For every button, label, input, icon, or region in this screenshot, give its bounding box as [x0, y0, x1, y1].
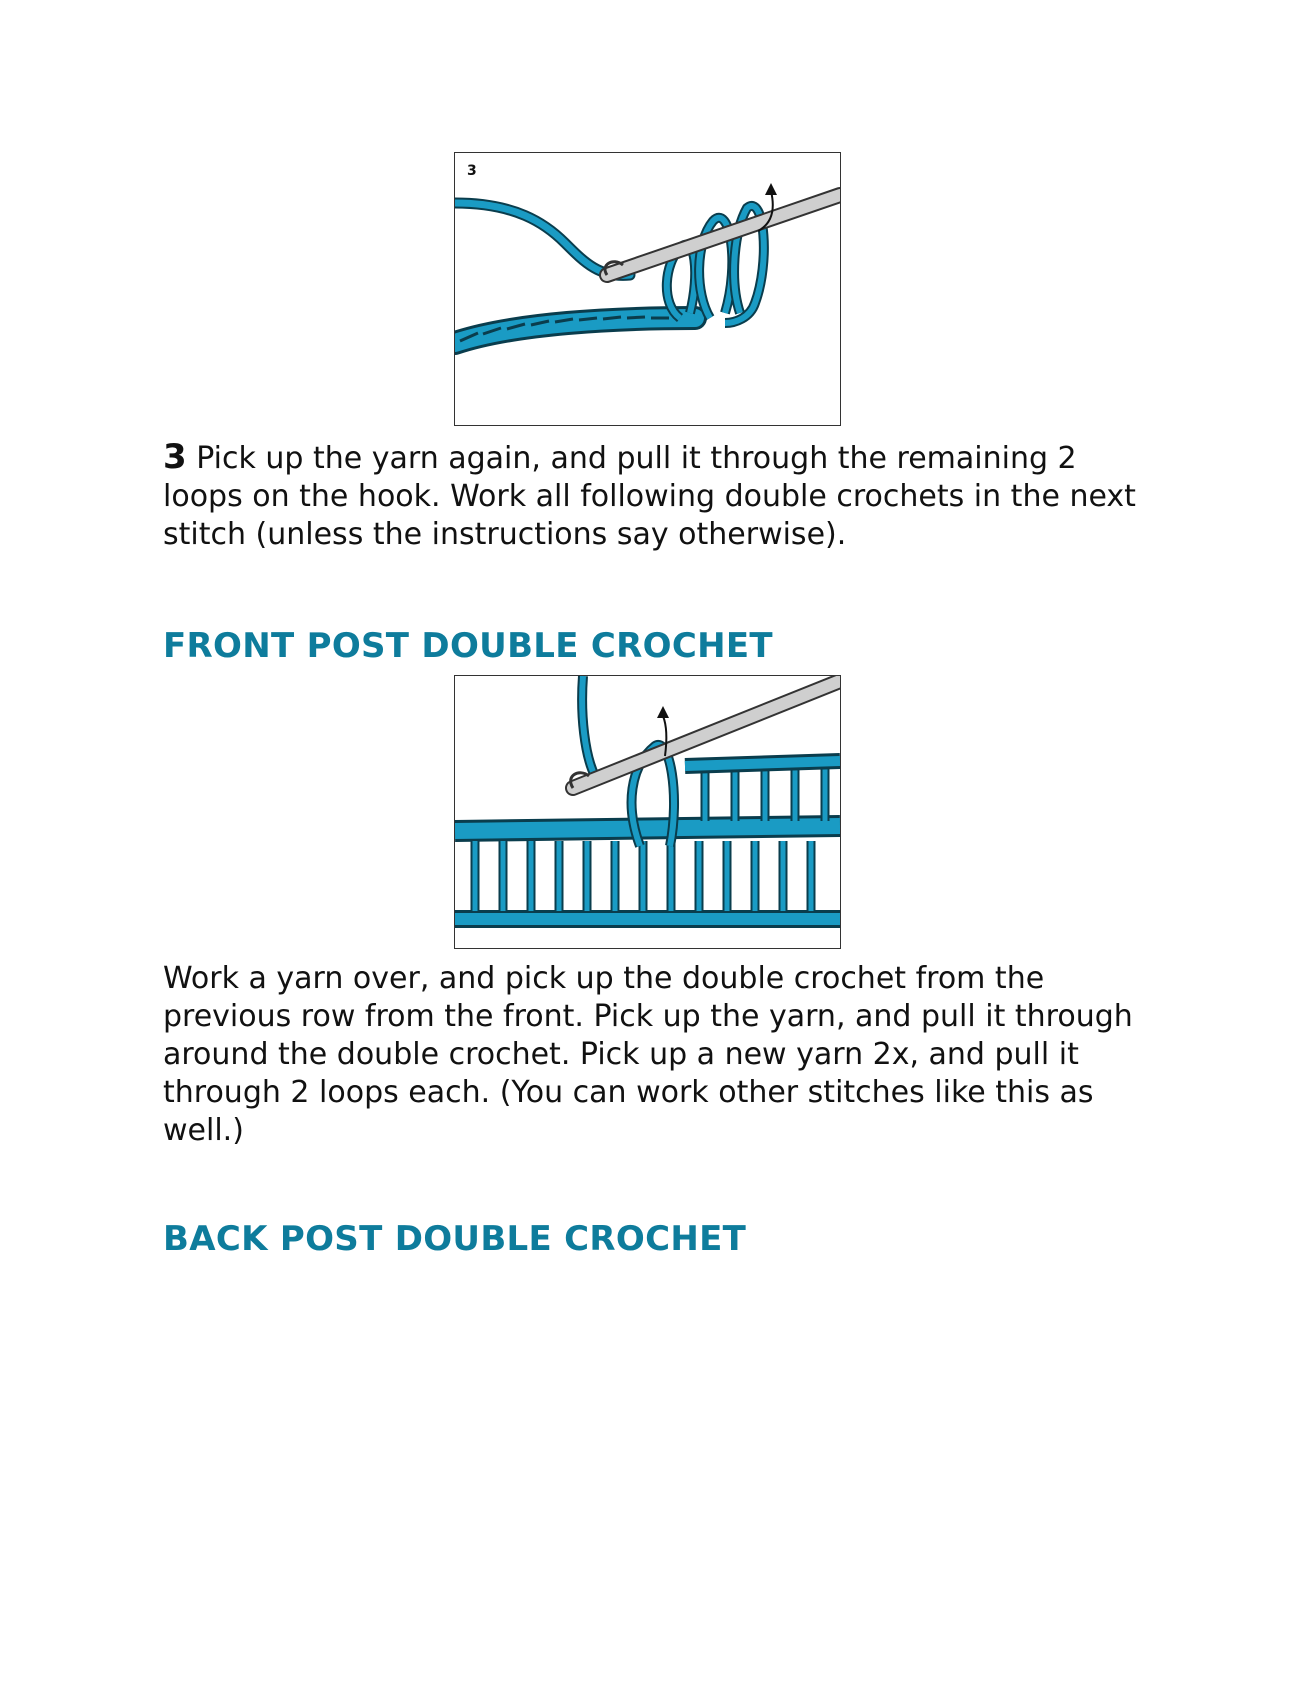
front-post-heading: FRONT POST DOUBLE CROCHET [163, 626, 773, 666]
front-post-drawing [455, 676, 840, 948]
figure-number: 3 [467, 163, 477, 179]
back-post-heading: BACK POST DOUBLE CROCHET [163, 1219, 747, 1259]
step-number: 3 [163, 437, 187, 477]
crochet-hook-yarn-drawing [455, 153, 840, 425]
step-3-illustration [454, 152, 841, 426]
step-3-paragraph [163, 438, 1153, 554]
front-post-paragraph: Work a yarn over, and pick up the double crochet from the previous row from the front. Pick up the yarn, and pull it through around the double crochet. Pick up a new yarn 2x, and pull it through 2 loops each. (You can work other stitches like this as well.) [163, 961, 1133, 1148]
front-post-illustration [454, 675, 841, 949]
step-3-text: Pick up the yarn again, and pull it through the remaining 2 loops on the hook. Work all following double crochets in the next stitch (unless the instructions say otherwise). [163, 441, 1136, 552]
